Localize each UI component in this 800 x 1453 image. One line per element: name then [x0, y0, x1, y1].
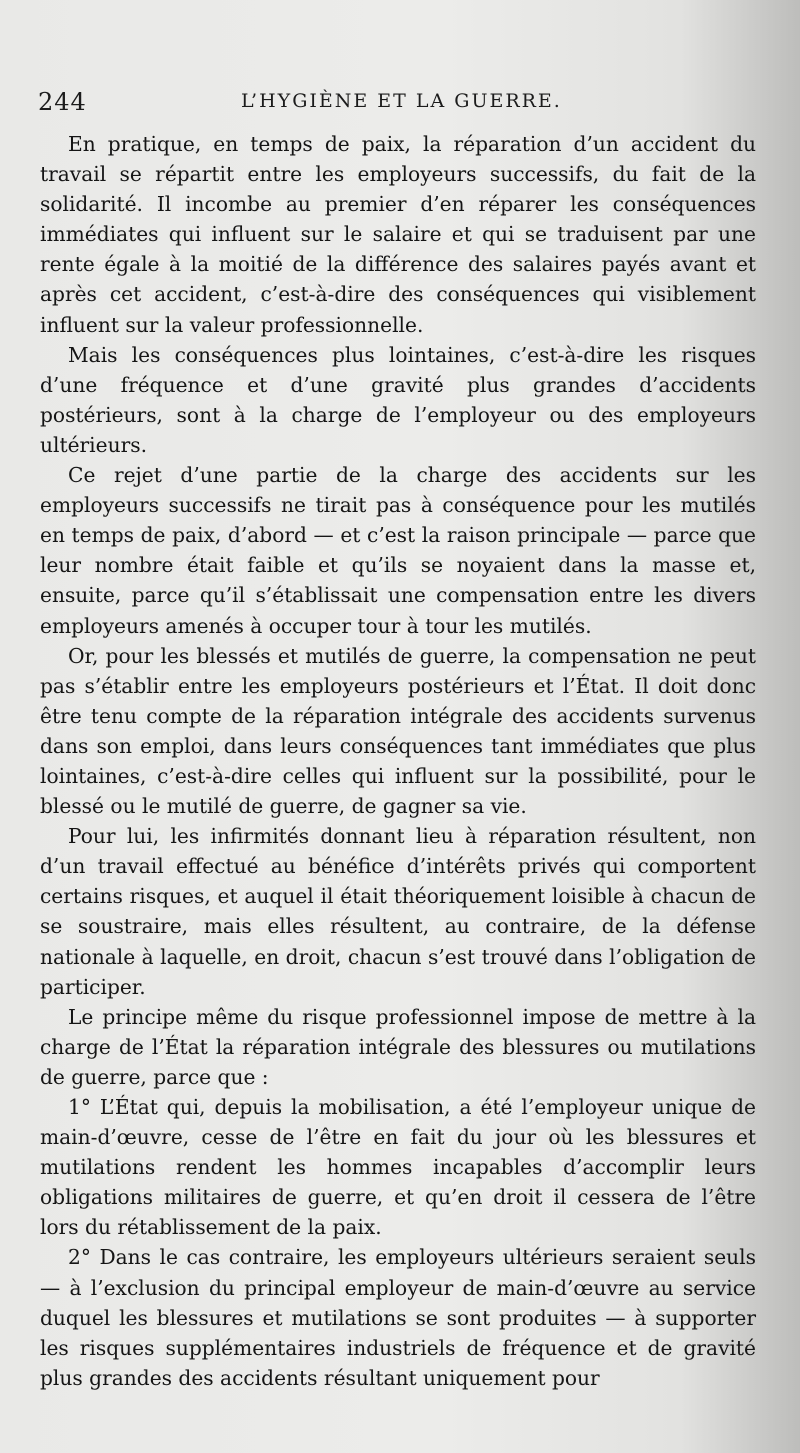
- paragraph: Ce rejet d’une partie de la charge des accidents sur les employeurs successifs ne tirait pas à conséquence pour les mutilés en temps de paix, d’abord — et c’est la raison principale — parce que leur nombre était faible et qu’ils se noyaient dans la masse et, ensuite, parce qu’il s’établissait une compensation entre les divers employeurs amenés à occuper tour à tour les mutilés.: [40, 463, 756, 638]
- paragraph: Pour lui, les infirmités donnant lieu à réparation résultent, non d’un travail effectué au bénéfice d’intérêts privés qui comportent certains risques, et auquel il était théoriquement loisible à chacun de se soustraire, mais elles résultent, au contraire, de la défense nationale à laquelle, en droit, chacun s’est trouvé dans l’obligation de participer.: [40, 824, 756, 999]
- paragraph: 1° L’État qui, depuis la mobilisation, a été l’employeur unique de main-d’œuvre, cesse de l’être en fait du jour où les blessures et mutilations rendent les hommes incapables d’accomplir leurs obligations militaires de guerre, et qu’en droit il cessera de l’être lors du rétablissement de la paix.: [40, 1095, 756, 1240]
- paragraph: Or, pour les blessés et mutilés de guerre, la compensation ne peut pas s’établir entre les employeurs postérieurs et l’État. Il doit donc être tenu compte de la réparation intégrale des accidents survenus dans son emploi, dans leurs conséquences tant immédiates que plus lointaines, c’est-à-dire celles qui influent sur la possibilité, pour le blessé ou le mutilé de guerre, de gagner sa vie.: [40, 643, 756, 819]
- running-title: L’HYGIÈNE ET LA GUERRE.: [241, 90, 562, 112]
- paragraph: En pratique, en temps de paix, la réparation d’un accident du travail se répartit entre les employeurs successifs, du fait de la solidarité. Il incombe au premier d’en réparer les conséquences immédiates qui influent sur le salaire et qui se traduisent par une rente égale à la moitié de la différence des salaires payés avant et après cet accident, c’est-à-dire des conséquences qui visiblement influent sur la valeur professionnelle.: [40, 132, 756, 337]
- paragraph: Mais les conséquences plus lointaines, c’est-à-dire les risques d’une fréquence et d’une gravité plus grandes d’accidents postérieurs, sont à la charge de l’employeur ou des employeurs ultérieurs.: [40, 342, 756, 457]
- paragraph: Le principe même du risque professionnel impose de mettre à la charge de l’État la réparation intégrale des blessures ou mutilations de guerre, parce que :: [40, 1004, 756, 1089]
- page-number: 244: [38, 88, 87, 116]
- body-text: [40, 129, 756, 1393]
- paragraph: 2° Dans le cas contraire, les employeurs ultérieurs seraient seuls — à l’exclusion du principal employeur de main-d’œuvre au service duquel les blessures et mutilations se sont produites — à supporter les risques supplémentaires industriels de fréquence et de gravité plus grandes des accidents résultant uniquement pour: [40, 1245, 756, 1390]
- page-header: [38, 88, 758, 120]
